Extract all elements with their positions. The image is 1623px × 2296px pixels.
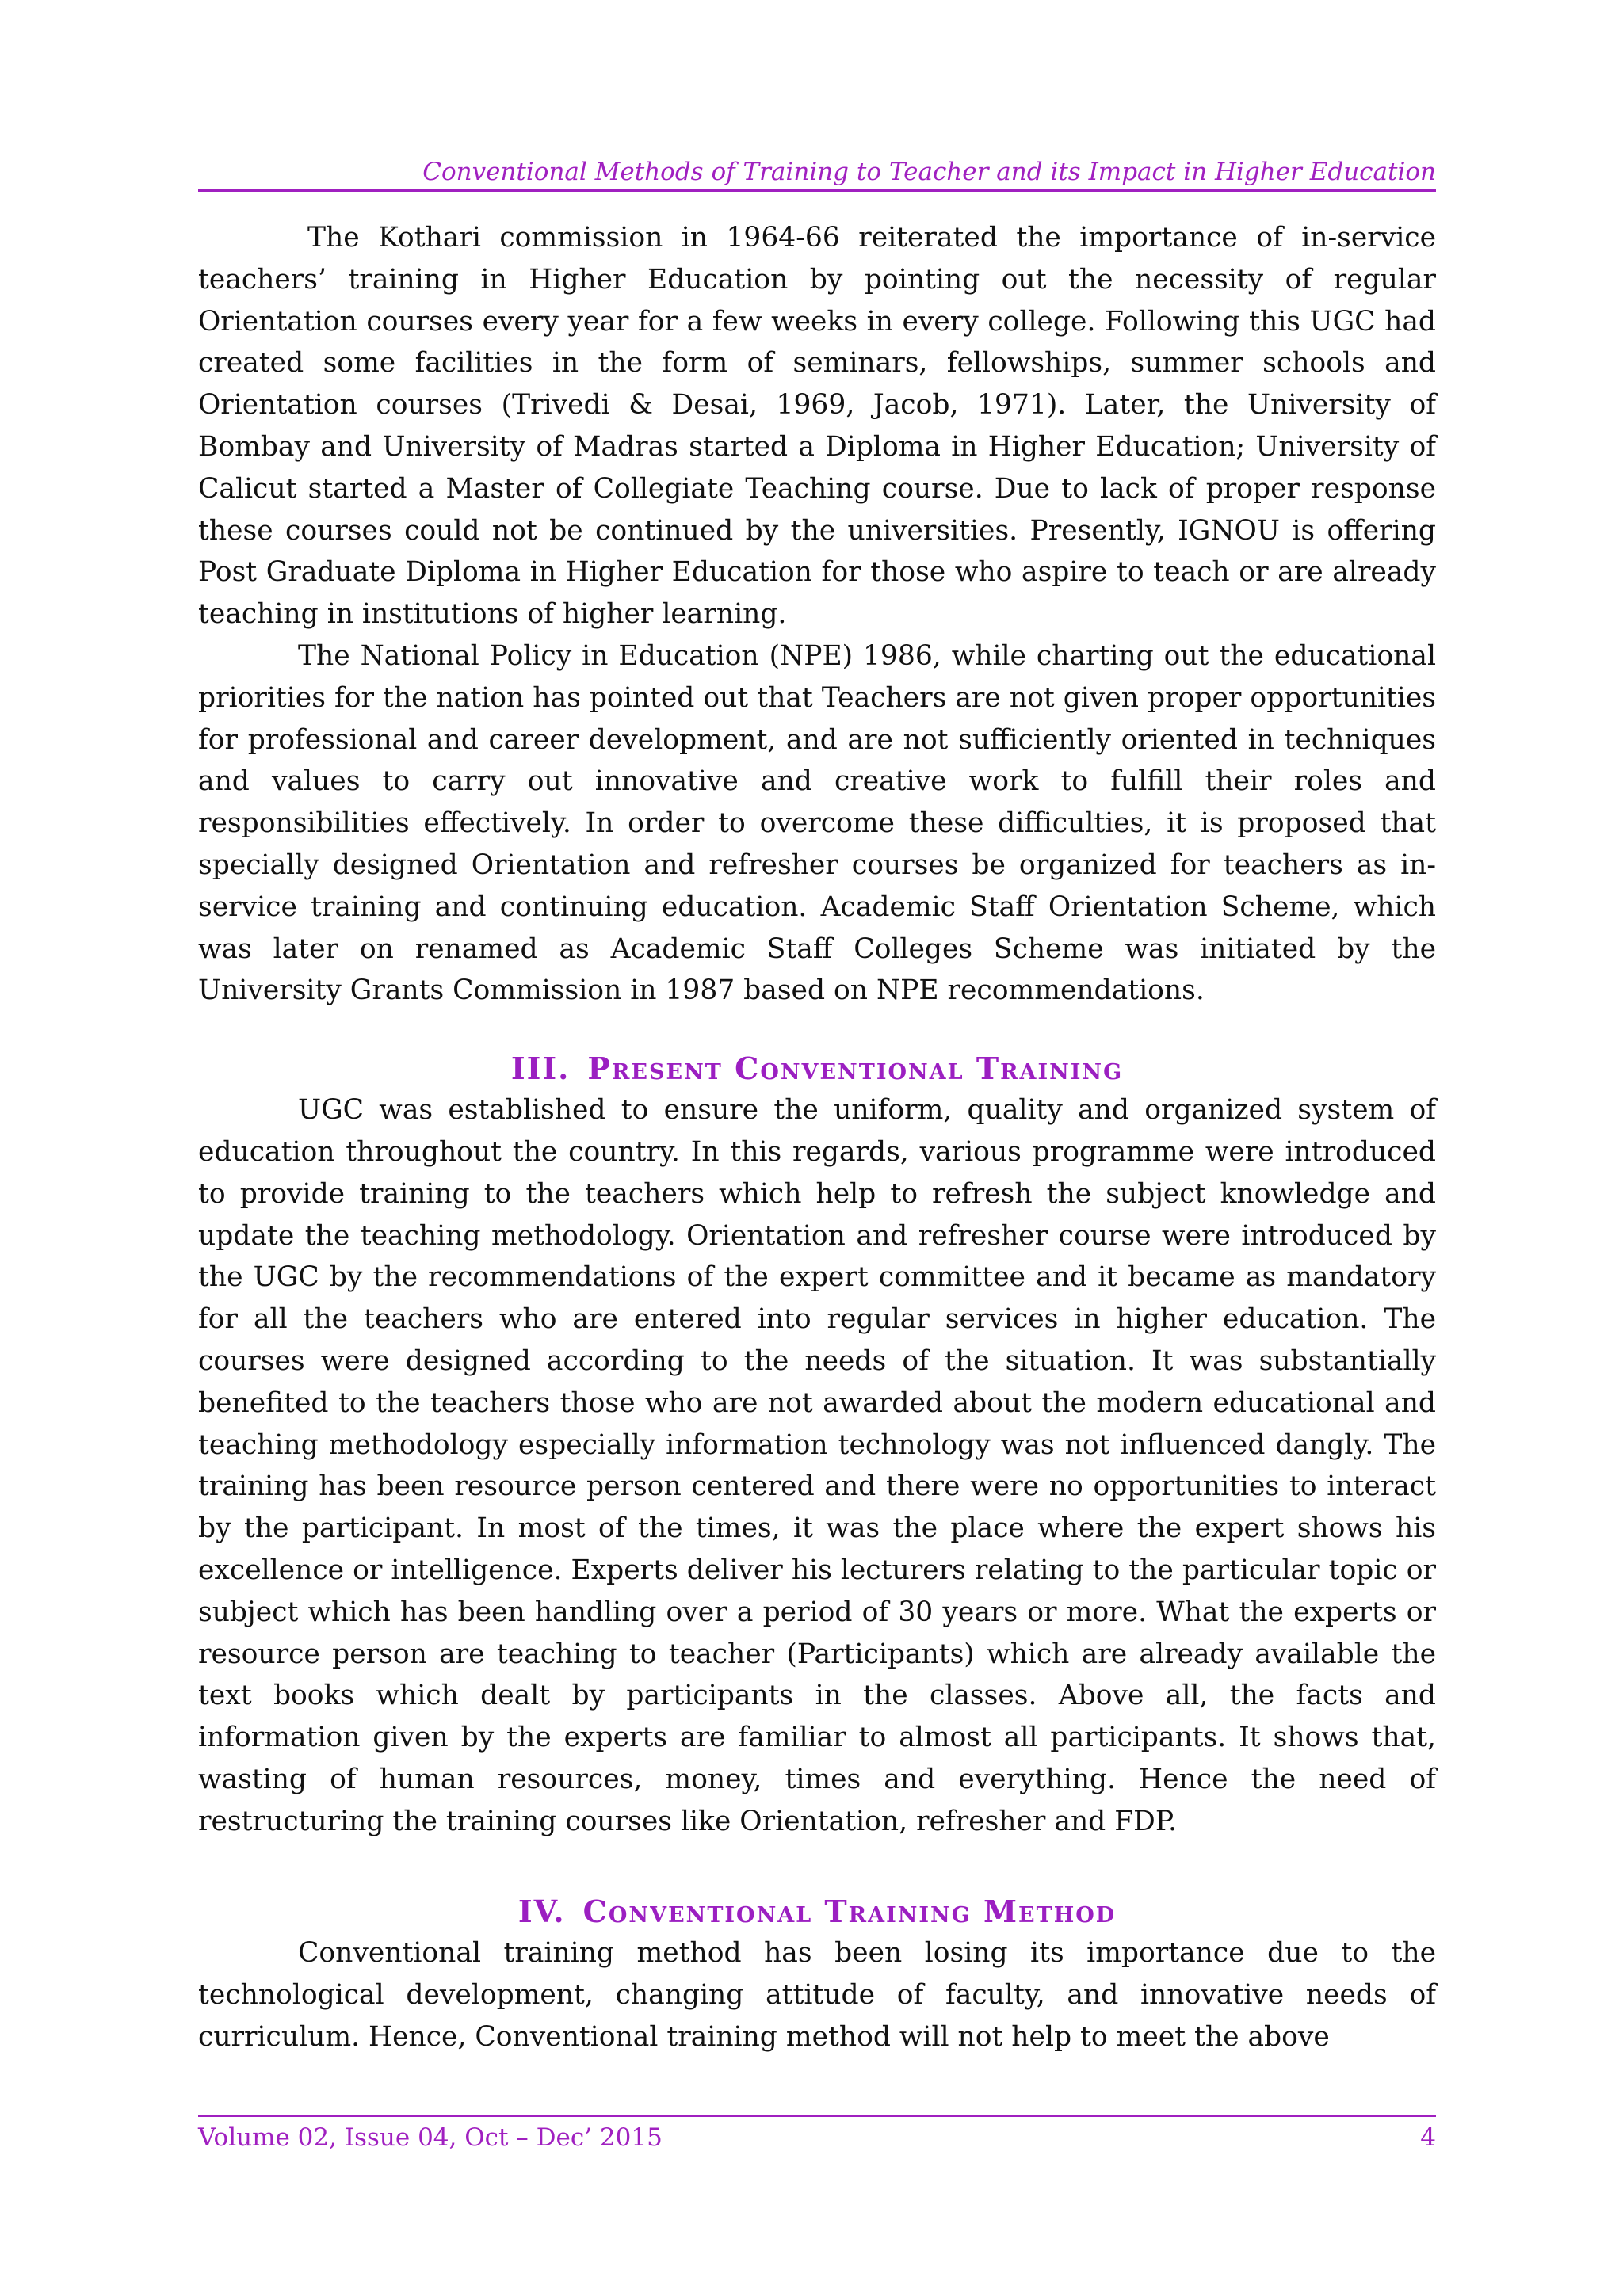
paragraph-conventional-training-method: Conventional training method has been losing its importance due to the technological development, changing attitude of faculty, and innovative needs of curriculum. Hence, Conventional training method will not help to meet the above xyxy=(198,1937,1436,2054)
section-title: Present Conventional Training xyxy=(587,1051,1124,1087)
page-footer xyxy=(198,2115,1436,2155)
footer-rule xyxy=(198,2115,1436,2117)
footer-issue: Volume 02, Issue 04, Oct – Dec’ 2015 xyxy=(198,2123,663,2152)
footer-row xyxy=(198,2120,1436,2155)
header-rule xyxy=(198,189,1436,192)
section-title: Conventional Training Method xyxy=(582,1894,1117,1930)
paragraph-npe-1986: The National Policy in Education (NPE) 1986, while charting out the educational priorities for the nation has pointed out that Teachers are not given proper opportunities for professional and career development, and are not sufficiently oriented in techniques and values to carry out innovative and creative work to fulfill their roles and responsibilities effectively. In order to overcome these difficulties, it is proposed that specially designed Orientation and refresher courses be organized for teachers as in-service training and continuing education. Academic Staff Orientation Scheme, which was later on renamed as Academic Staff Colleges Scheme was initiated by the University Grants Commission in 1987 based on NPE recommendations. xyxy=(198,639,1436,1007)
page-content xyxy=(198,154,1436,2058)
page-number: 4 xyxy=(1420,2123,1436,2152)
paragraph-present-conventional-training: UGC was established to ensure the uniform, quality and organized system of education throughout the country. In this regards, various programme were introduced to provide training to the teachers which help to refresh the subject knowledge and update the teaching methodology. Orientation and refresher course were introduced by the UGC by the recommendations of the expert committee and it became as mandatory for all the teachers who are entered into regular services in higher education. The courses were designed according to the needs of the situation. It was substantially benefited to the teachers those who are not awarded about the modern educational and teaching methodology especially information technology was not influenced dangly. The training has been resource person centered and there were no opportunities to interact by the participant. In most of the times, it was the place where the expert shows his excellence or intelligence. Experts deliver his lecturers relating to the particular topic or subject which has been handling over a period of 30 years or more. What the experts or resource person are teaching to teacher (Participants) which are already available the text books which dealt by participants in the classes. Above all, the facts and information given by the experts are familiar to almost all participants. It shows that, wasting of human resources, money, times and everything. Hence the need of restructuring the training courses like Orientation, refresher and FDP. xyxy=(198,1094,1436,1837)
section-number: IV. xyxy=(517,1894,566,1930)
paragraph-kothari-commission: The Kothari commission in 1964-66 reiterated the importance of in-service teachers’ training in Higher Education by pointing out the necessity of regular Orientation courses every year for a few weeks in every college. Following this UGC had created some facilities in the form of seminars, fellowships, summer schools and Orientation courses (Trivedi & Desai, 1969, Jacob, 1971). Later, the University of Bombay and University of Madras started a Diploma in Higher Education; University of Calicut started a Master of Collegiate Teaching course. Due to lack of proper response these courses could not be continued by the universities. Presently, IGNOU is offering Post Graduate Diploma in Higher Education for those who aspire to teach or are already teaching in institutions of higher learning. xyxy=(198,222,1436,631)
section-heading-iii xyxy=(198,1048,1436,1089)
running-header: Conventional Methods of Training to Teacher and its Impact in Higher Education xyxy=(422,158,1436,186)
article-body xyxy=(198,217,1436,2058)
section-heading-iv xyxy=(198,1891,1436,1932)
section-number: III. xyxy=(510,1051,571,1087)
